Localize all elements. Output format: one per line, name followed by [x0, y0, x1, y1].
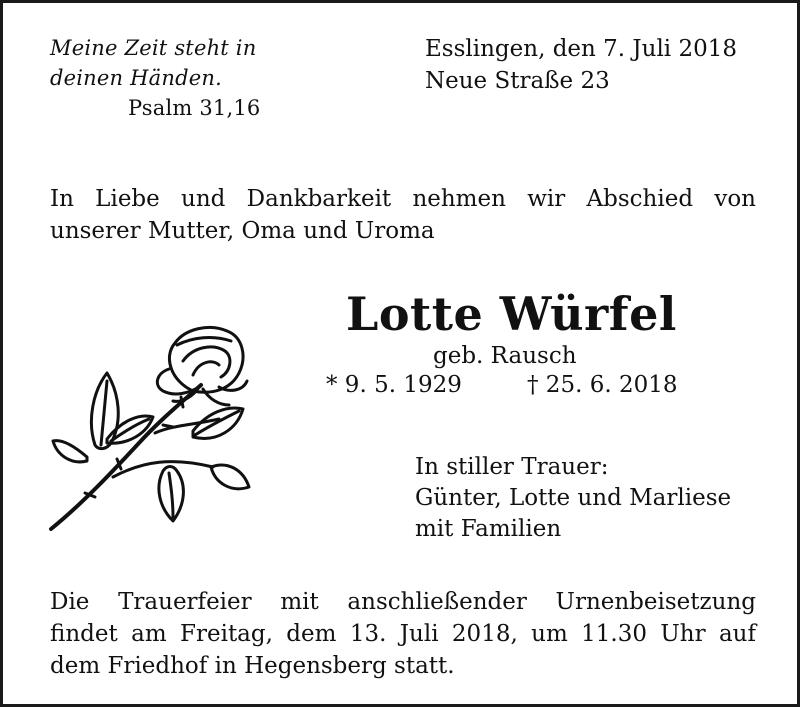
deceased-name: Lotte Würfel [346, 287, 677, 341]
verse-line-1: Meine Zeit steht in [50, 36, 257, 60]
mourners-heading: In stiller Trauer: [415, 454, 609, 480]
mourners-names: Günter, Lotte und Marliese [415, 485, 732, 511]
birth-name: geb. Rausch [433, 343, 577, 369]
funeral-details [50, 586, 756, 682]
bible-verse [50, 33, 261, 123]
verse-line-2: deinen Händen. [50, 66, 222, 90]
funeral-line-3: dem Friedhof in Hegensberg statt. [50, 653, 455, 679]
place-and-date [425, 33, 737, 97]
address-line: Neue Straße 23 [425, 68, 610, 94]
funeral-line-2: findet am Freitag, dem 13. Juli 2018, um 11.30 Uhr auf [50, 621, 756, 647]
place-date-line: Esslingen, den 7. Juli 2018 [425, 36, 737, 62]
farewell-intro [50, 183, 756, 247]
intro-line-2: unserer Mutter, Oma und Uroma [50, 218, 435, 244]
funeral-line-1: Die Trauerfeier mit anschließender Urnenbeisetzung [50, 589, 756, 615]
birth-date: * 9. 5. 1929 [326, 372, 462, 398]
death-date: † 25. 6. 2018 [527, 372, 678, 398]
mourners-families: mit Familien [415, 516, 562, 542]
intro-line-1: In Liebe und Dankbarkeit nehmen wir Abschied von [50, 186, 756, 212]
rose-illustration [43, 321, 253, 537]
verse-reference: Psalm 31,16 [128, 96, 261, 120]
mourners-block [415, 452, 731, 545]
